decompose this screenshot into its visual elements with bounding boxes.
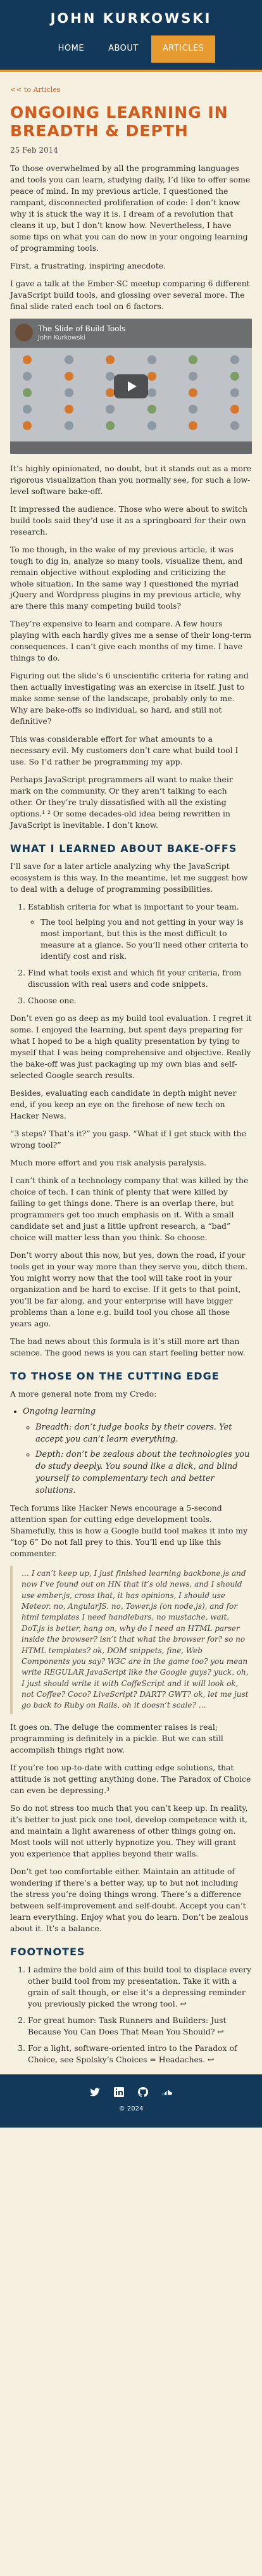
paragraph: Figuring out the slide’s 6 unscientific criteria for rating and then actually investigating was an exercise in itself. Just to make some sense of the landscape, probably only to me. Why are bake-offs so individual, so hard, and still not definitive?: [10, 671, 249, 726]
list-item: ◦ Breadth: don’t judge books by their covers. Yet accept you can’t learn everything.: [35, 1422, 252, 1446]
site-title[interactable]: JOHN KURKOWSKI: [50, 11, 212, 26]
paragraph: It goes on. The deluge the commenter raises is real; programming is definitely in a pickle. But we can still accomplish things right now.: [10, 1722, 223, 1754]
video-controls-bar[interactable]: [10, 441, 252, 454]
nav-articles[interactable]: ARTICLES: [151, 35, 216, 63]
paragraph: Don’t even go as deep as my build tool evaluation. I regret it some. I enjoyed the learning, but spent days preparing for what I hoped to be a high quality presentation by tying to myself that I was being comprehensive and objective. Really the bake-off was just packaging up my own bias and self-selected Google search results.: [10, 1013, 252, 1081]
footnote-item: 2. For great humor: Task Runners and Builders: Just Because You Can Does That Mean You Should? ↩: [28, 2015, 252, 2038]
paragraph: “3 steps? That’s it?” you gasp. “What if I get stuck with the wrong tool?”: [10, 1129, 246, 1150]
paragraph: It impressed the audience. Those who were about to switch build tools said they’d use it as a springboard for their own research.: [10, 504, 247, 536]
paragraph: If you’re too up-to-date with cutting edge solutions, that attitude is not getting anything done. The Paradox of Choice can even be depressing.³: [10, 1762, 251, 1795]
embedded-video[interactable]: [10, 319, 252, 454]
paragraph: I can’t think of a technology company that was killed by the choice of tech. I can think of plenty that were killed by failing to get things done. There is an overlap there, but programmers get too much emphasis on it. With a small candidate set and just a little upfront research, a “bad” choice will matter less than you think. So choose.: [10, 1176, 249, 1242]
footnote-item: 3. For a light, software-oriented intro to the Paradox of Choice, see Spolsky’s Choices = Headaches. ↩: [28, 2043, 252, 2065]
paragraph: It’s highly opinionated, no doubt, but it stands out as a more rigorous visualization than you normally see, for such a low-level software bake-off.: [10, 463, 252, 496]
main-nav: [0, 35, 262, 63]
paragraph: So do not stress too much that you can’t keep up. In reality, it’s better to just pick one tool, develop competence with it, and maintain a light awareness of other things going on. Most tools will not utterly hypnotize you. They will grant you experience that applies beyond their walls.: [10, 1803, 248, 1858]
list-item: ◦ The tool helping you and not getting in your way is most important, but this is the most difficult to measure at a glance. So you’ll need other criteria to identify cost and risk.: [41, 917, 252, 962]
credo-list: [10, 1406, 252, 1497]
play-icon[interactable]: [114, 374, 148, 398]
video-title[interactable]: The Slide of Build Tools: [38, 324, 126, 333]
soundcloud-icon[interactable]: [161, 2086, 173, 2098]
list-item: 3. Choose one.: [28, 995, 252, 1006]
paragraph: This was considerable effort for what amounts to a necessary evil. My customers don’t care what build tool I use. So I’d rather be programming my app.: [10, 734, 239, 767]
steps-list: [10, 901, 252, 1006]
paragraph: I’ll save for a later article analyzing why the JavaScript ecosystem is this way. In the meantime, let me suggest how to deal with a deluge of programming possibilities.: [10, 861, 248, 894]
article: [0, 72, 262, 2065]
section-heading-bake-offs: WHAT I LEARNED ABOUT BAKE-OFFS: [10, 842, 237, 855]
paragraph: First, a frustrating, inspiring anecdote.: [10, 260, 166, 270]
list-item: 1. Establish criteria for what is important to your team. ◦ The tool helping you and not getting in your way is most important, but this is the most difficult to measure at a glance. So you’ll need other criteria to identify cost and risk.: [28, 901, 252, 962]
paragraph: Perhaps JavaScript programmers all want to make their mark on the community. Or they aren’t talking to each other. Or they’re truly dissatisfied with all the existing options.¹ ² Or some decades-old idea being rewritten in JavaScript is inevitable. I don’t know.: [10, 775, 233, 830]
post-date: 25 Feb 2014: [10, 146, 58, 155]
video-header: [10, 319, 252, 348]
channel-avatar: [15, 324, 33, 341]
commenter-quote: … I can’t keep up, I just finished learning backbone.js and now I’ve found out on HN that it’s old news, and I should use ember.js, cross that, it has opinions, I should use Meteor. no, AngularJS. no, Tower.js (on node.js), and for html templates I need handlebars, no mustache, wait, DoT.js is better, hang on, why do I need an HTML parser inside the browser? isn’t that what the browser for? so no HTML templates? ok, DOM snippets, fine, Web Components you say? W3C are in the game too? you mean write REGULAR JavaScript like the Google guys? yuck, oh, I just should write it with CoffeScript and it will look ok, not Coffee? Coco? LiveScript? DART? GWT? ok, let me just go back to Ruby on Rails, oh it doesn’t scale? …: [10, 1566, 252, 1714]
paragraph: A more general note from my Credo:: [10, 1388, 157, 1399]
paragraph: They’re expensive to learn and compare. A few hours playing with each hardly gives me a sense of their long-term consequences. I can’t give each months of my time. I have things to do.: [10, 619, 252, 663]
paragraph: Don’t worry about this now, but yes, down the road, if your tools get in your way more than they serve you, ditch them. You might worry now that the tool will take root in your organization and be hard to excise. If it gets to that point, you’ll be far along, and your enterprise will have bigger problems than a lone e.g. build tool you chose all those years ago.: [10, 1250, 248, 1328]
paragraph: Tech forums like Hacker News encourage a 5-second attention span for cutting edge development tools. Shamefully, this is how a Google build tool makes it into my “top 6” Do not fall prey to this. You’ll end up like this commenter.: [10, 1502, 248, 1558]
github-icon[interactable]: [137, 2086, 149, 2098]
list-item: 2. Find what tools exist and which fit your criteria, from discussion with real users and code snippets.: [28, 967, 252, 990]
list-item: ◦ Depth: don’t be zealous about the technologies you do study deeply. You sound like a dick, and blind yourself to complementary tech and better solutions.: [35, 1449, 252, 1497]
post-title: ONGOING LEARNING IN BREADTH & DEPTH: [10, 103, 228, 140]
section-heading-cutting-edge: TO THOSE ON THE CUTTING EDGE: [10, 1369, 220, 1382]
paragraph: Besides, evaluating each candidate in depth might never end, if you keep an eye on the firehose of new tech on Hacker News.: [10, 1088, 237, 1121]
site-footer: [0, 2074, 262, 2128]
back-to-articles-link[interactable]: << to Articles: [10, 86, 61, 94]
section-heading-footnotes: FOOTNOTES: [10, 1945, 85, 1958]
nav-home[interactable]: HOME: [58, 44, 85, 54]
footnotes: [10, 1964, 252, 2065]
footnote-item: 1. I admire the bold aim of this build tool to displace every other build tool from my presentation. Take it with a grain of salt though, or else it’s a depressing reminder you previously picked the wrong tool. ↩: [28, 1964, 252, 2010]
twitter-icon[interactable]: [89, 2086, 101, 2098]
nav-about[interactable]: ABOUT: [108, 44, 139, 54]
paragraph: I gave a talk at the Ember-SC meetup comparing 6 different JavaScript build tools, and glossing over several more. The final slide rated each tool on 6 factors.: [10, 278, 250, 311]
social-links: [0, 2086, 262, 2098]
paragraph: To those overwhelmed by all the programming languages and tools you can learn, studying daily, I’d like to offer some peace of mind. In my previous article, I questioned the rampant, disconnected proliferation of code: I don’t know why it is stuck the way it is. I dream of a revolution that cleans it up, but I don’t know how. Nevertheless, I have some tips on what you can do now in your ongoing learning of programming tools.: [10, 163, 251, 253]
list-item: • Ongoing learning ◦ Breadth: don’t judge books by their covers. Yet accept you can’t learn everything. ◦ Depth: don’t be zealous about the technologies you do study deeply. You sound like a dick, and blind yourself to complementary tech and better solutions.: [23, 1406, 252, 1497]
site-header: [0, 0, 262, 70]
video-channel: John Kurkowski: [38, 334, 85, 341]
paragraph: Much more effort and you risk analysis paralysis.: [10, 1158, 207, 1168]
paragraph: Don’t get too comfortable either. Maintain an attitude of wondering if there’s a better way, up to but not including the stress you’re doing things wrong. There’s a difference between self-improvement and self-doubt. Accept you can’t learn everything. Enjoy what you do learn. Don’t be zealous about it. It’s a balance.: [10, 1866, 249, 1933]
paragraph: To me though, in the wake of my previous article, it was tough to dig in, analyze so many tools, visualize them, and remain objective without exploding and criticizing the whole situation. In the same way I questioned the myriad jQuery and Wordpress plugins in my previous article, why are there this many competing build tools?: [10, 544, 243, 611]
paragraph: The bad news about this formula is it’s still more art than science. The good news is you can start feeling better now.: [10, 1336, 246, 1357]
linkedin-icon[interactable]: [113, 2086, 125, 2098]
copyright: © 2024: [118, 2105, 144, 2112]
